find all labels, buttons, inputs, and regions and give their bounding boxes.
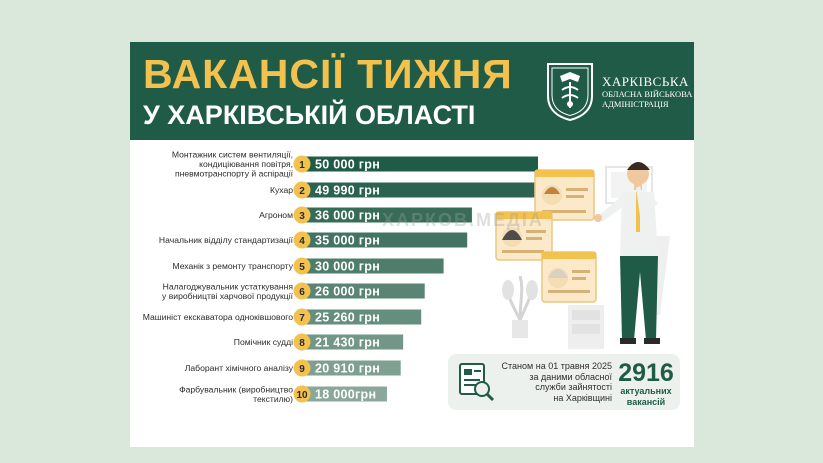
rank-number: 9	[299, 364, 305, 375]
rank-number: 8	[299, 338, 305, 349]
coat-of-arms-icon	[544, 60, 596, 122]
document-search-icon	[456, 361, 496, 403]
category-label: Фарбувальник (виробництво	[179, 384, 293, 395]
category-label: Начальник відділу стандартизації	[158, 235, 293, 245]
stats-note-line: Станом на 01 травня 2025	[501, 361, 612, 371]
category-label: Лаборант хімічного аналізу	[184, 363, 293, 373]
category-label: Налагоджувальник устаткування	[162, 281, 293, 292]
category-label: у виробництві харчової продукції	[162, 290, 293, 301]
rank-number: 2	[299, 186, 305, 197]
logo-name: ХАРКІВСЬКА	[602, 74, 689, 89]
vacancy-count: 2916	[618, 359, 674, 387]
value-label: 36 000 грн	[315, 208, 381, 223]
value-label: 50 000 грн	[315, 157, 381, 172]
infographic-card	[130, 42, 694, 447]
stats-note-line: служби зайнятості	[535, 382, 612, 392]
value-label: 35 000 грн	[315, 233, 381, 248]
value-label: 21 430 грн	[315, 335, 381, 350]
rank-number: 5	[299, 262, 305, 273]
vacancy-caption-line: актуальних	[620, 386, 672, 396]
watermark: ХАРКОВ.МЕДІА	[382, 210, 544, 230]
category-label: Помічник судді	[233, 337, 293, 347]
category-label: кондиціювання повітря,	[199, 159, 293, 169]
rank-number: 3	[299, 211, 305, 222]
value-label: 26 000 грн	[315, 284, 381, 299]
category-label: Кухар	[269, 185, 293, 195]
category-label: Агроном	[259, 210, 293, 220]
logo-text	[602, 74, 692, 109]
rank-number: 4	[299, 236, 305, 247]
logo-subtitle-1: ОБЛАСНА ВІЙСЬКОВА	[602, 89, 693, 99]
rank-number: 7	[299, 313, 305, 324]
logo-subtitle-2: АДМІНІСТРАЦІЯ	[602, 99, 669, 109]
category-label: Монтажник систем вентиляції,	[171, 149, 293, 160]
value-label: 20 910 грн	[315, 361, 381, 376]
stats-note-line: за даними обласної	[529, 371, 612, 382]
rank-number: 1	[299, 160, 305, 171]
value-label: 25 260 грн	[315, 310, 381, 325]
recruiter-illustration	[490, 140, 694, 355]
vacancy-count-caption	[614, 386, 678, 407]
category-label: текстилю)	[253, 393, 293, 404]
stats-note-line: на Харківщині	[553, 392, 612, 403]
rank-number: 6	[299, 287, 305, 298]
category-label: Механік з ремонту транспорту	[172, 261, 293, 271]
header-banner	[130, 42, 694, 140]
title-line-2: У ХАРКІВСЬКІЙ ОБЛАСТІ	[143, 100, 476, 130]
category-label: пневмотранспорту й аспірації	[174, 168, 293, 179]
value-label: 30 000 грн	[315, 259, 381, 274]
value-label: 18 000грн	[315, 387, 377, 402]
category-label: Машиніст екскаватора одноківшового	[142, 312, 293, 322]
vacancy-caption-line: вакансій	[626, 396, 666, 407]
rank-number: 10	[296, 390, 308, 401]
value-label: 49 990 грн	[315, 183, 381, 198]
title-line-1: ВАКАНСІЇ ТИЖНЯ	[143, 51, 513, 97]
stats-panel	[448, 354, 680, 410]
stats-note	[496, 361, 612, 403]
